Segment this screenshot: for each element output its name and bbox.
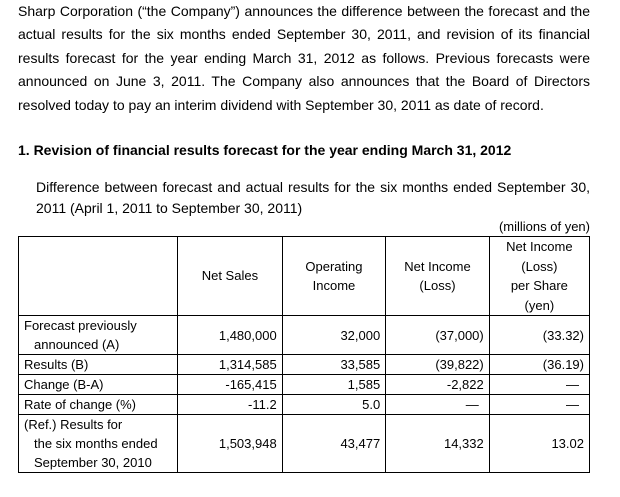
table-row-change xyxy=(19,375,590,395)
table-row-reference xyxy=(19,415,590,473)
header-net-income-line1: Net Income xyxy=(404,258,471,274)
header-eps-line3: per Share xyxy=(510,278,568,293)
header-blank xyxy=(19,237,178,316)
results-eps: (36.19) xyxy=(489,355,589,375)
row-label-forecast xyxy=(19,316,178,355)
header-eps xyxy=(489,237,589,316)
change-eps: — xyxy=(489,375,589,395)
intro-paragraph: Sharp Corporation (“the Company”) announces the difference between the forecast and the actual results for the six months ended September 30, 2011, and revision of its financial results forecast for the year ending March 31, 2012 as follows. Previous forecasts were announced on June 3, 2011. The Company also announces that the Board of Directors resolved today to pay an interim dividend with September 30, 2011 as date of record. xyxy=(18,3,590,113)
forecast-eps: (33.32) xyxy=(489,316,589,355)
header-net-income xyxy=(386,237,490,316)
row-label-reference xyxy=(19,415,178,473)
row-label-reference-line1: (Ref.) Results for xyxy=(24,417,123,432)
results-net-income: (39,822) xyxy=(386,355,490,375)
row-label-results: Results (B) xyxy=(19,355,178,375)
header-operating-income-line2: Income xyxy=(312,278,356,293)
forecast-net-income: (37,000) xyxy=(386,316,490,355)
units-note: (millions of yen) xyxy=(498,219,590,234)
header-operating-income-line1: Operating xyxy=(305,258,363,274)
header-net-income-line2: (Loss) xyxy=(419,278,456,293)
table-row-rate xyxy=(19,395,590,415)
row-label-reference-line3: September 30, 2010 xyxy=(34,455,152,470)
header-eps-line2: (Loss) xyxy=(521,258,558,274)
forecast-operating-income: 32,000 xyxy=(282,316,386,355)
change-net-sales: -165,415 xyxy=(178,375,283,395)
row-label-change: Change (B-A) xyxy=(19,375,178,395)
forecast-net-sales: 1,480,000 xyxy=(178,316,283,355)
rate-net-income: — xyxy=(386,395,490,415)
row-label-rate: Rate of change (%) xyxy=(19,395,178,415)
header-operating-income xyxy=(282,237,386,316)
header-eps-line4: (yen) xyxy=(524,297,555,313)
results-net-sales: 1,314,585 xyxy=(178,355,283,375)
results-operating-income: 33,585 xyxy=(282,355,386,375)
table-header-row xyxy=(19,237,590,316)
rate-eps: — xyxy=(489,395,589,415)
rate-operating-income: 5.0 xyxy=(282,395,386,415)
reference-operating-income: 43,477 xyxy=(282,415,386,473)
table-row-forecast xyxy=(19,316,590,355)
row-label-reference-line2: the six months ended xyxy=(34,436,158,451)
row-label-forecast-line2: announced (A) xyxy=(34,337,120,352)
reference-net-sales: 1,503,948 xyxy=(178,415,283,473)
change-operating-income: 1,585 xyxy=(282,375,386,395)
results-table xyxy=(18,236,590,473)
section-title: 1. Revision of financial results forecast for the year ending March 31, 2012 xyxy=(18,142,512,158)
table-row-results xyxy=(19,355,590,375)
header-eps-line1: Net Income xyxy=(506,239,573,254)
reference-eps: 13.02 xyxy=(489,415,589,473)
row-label-forecast-line1: Forecast previously xyxy=(24,318,137,333)
reference-net-income: 14,332 xyxy=(386,415,490,473)
header-net-sales xyxy=(178,237,283,316)
rate-net-sales: -11.2 xyxy=(178,395,283,415)
table-subtitle: Difference between forecast and actual results for the six months ended September 30, 2011 (April 1, 2011 to September 30, 2011) xyxy=(36,179,590,216)
change-net-income: -2,822 xyxy=(386,375,490,395)
header-net-sales-label: Net Sales xyxy=(201,268,259,284)
